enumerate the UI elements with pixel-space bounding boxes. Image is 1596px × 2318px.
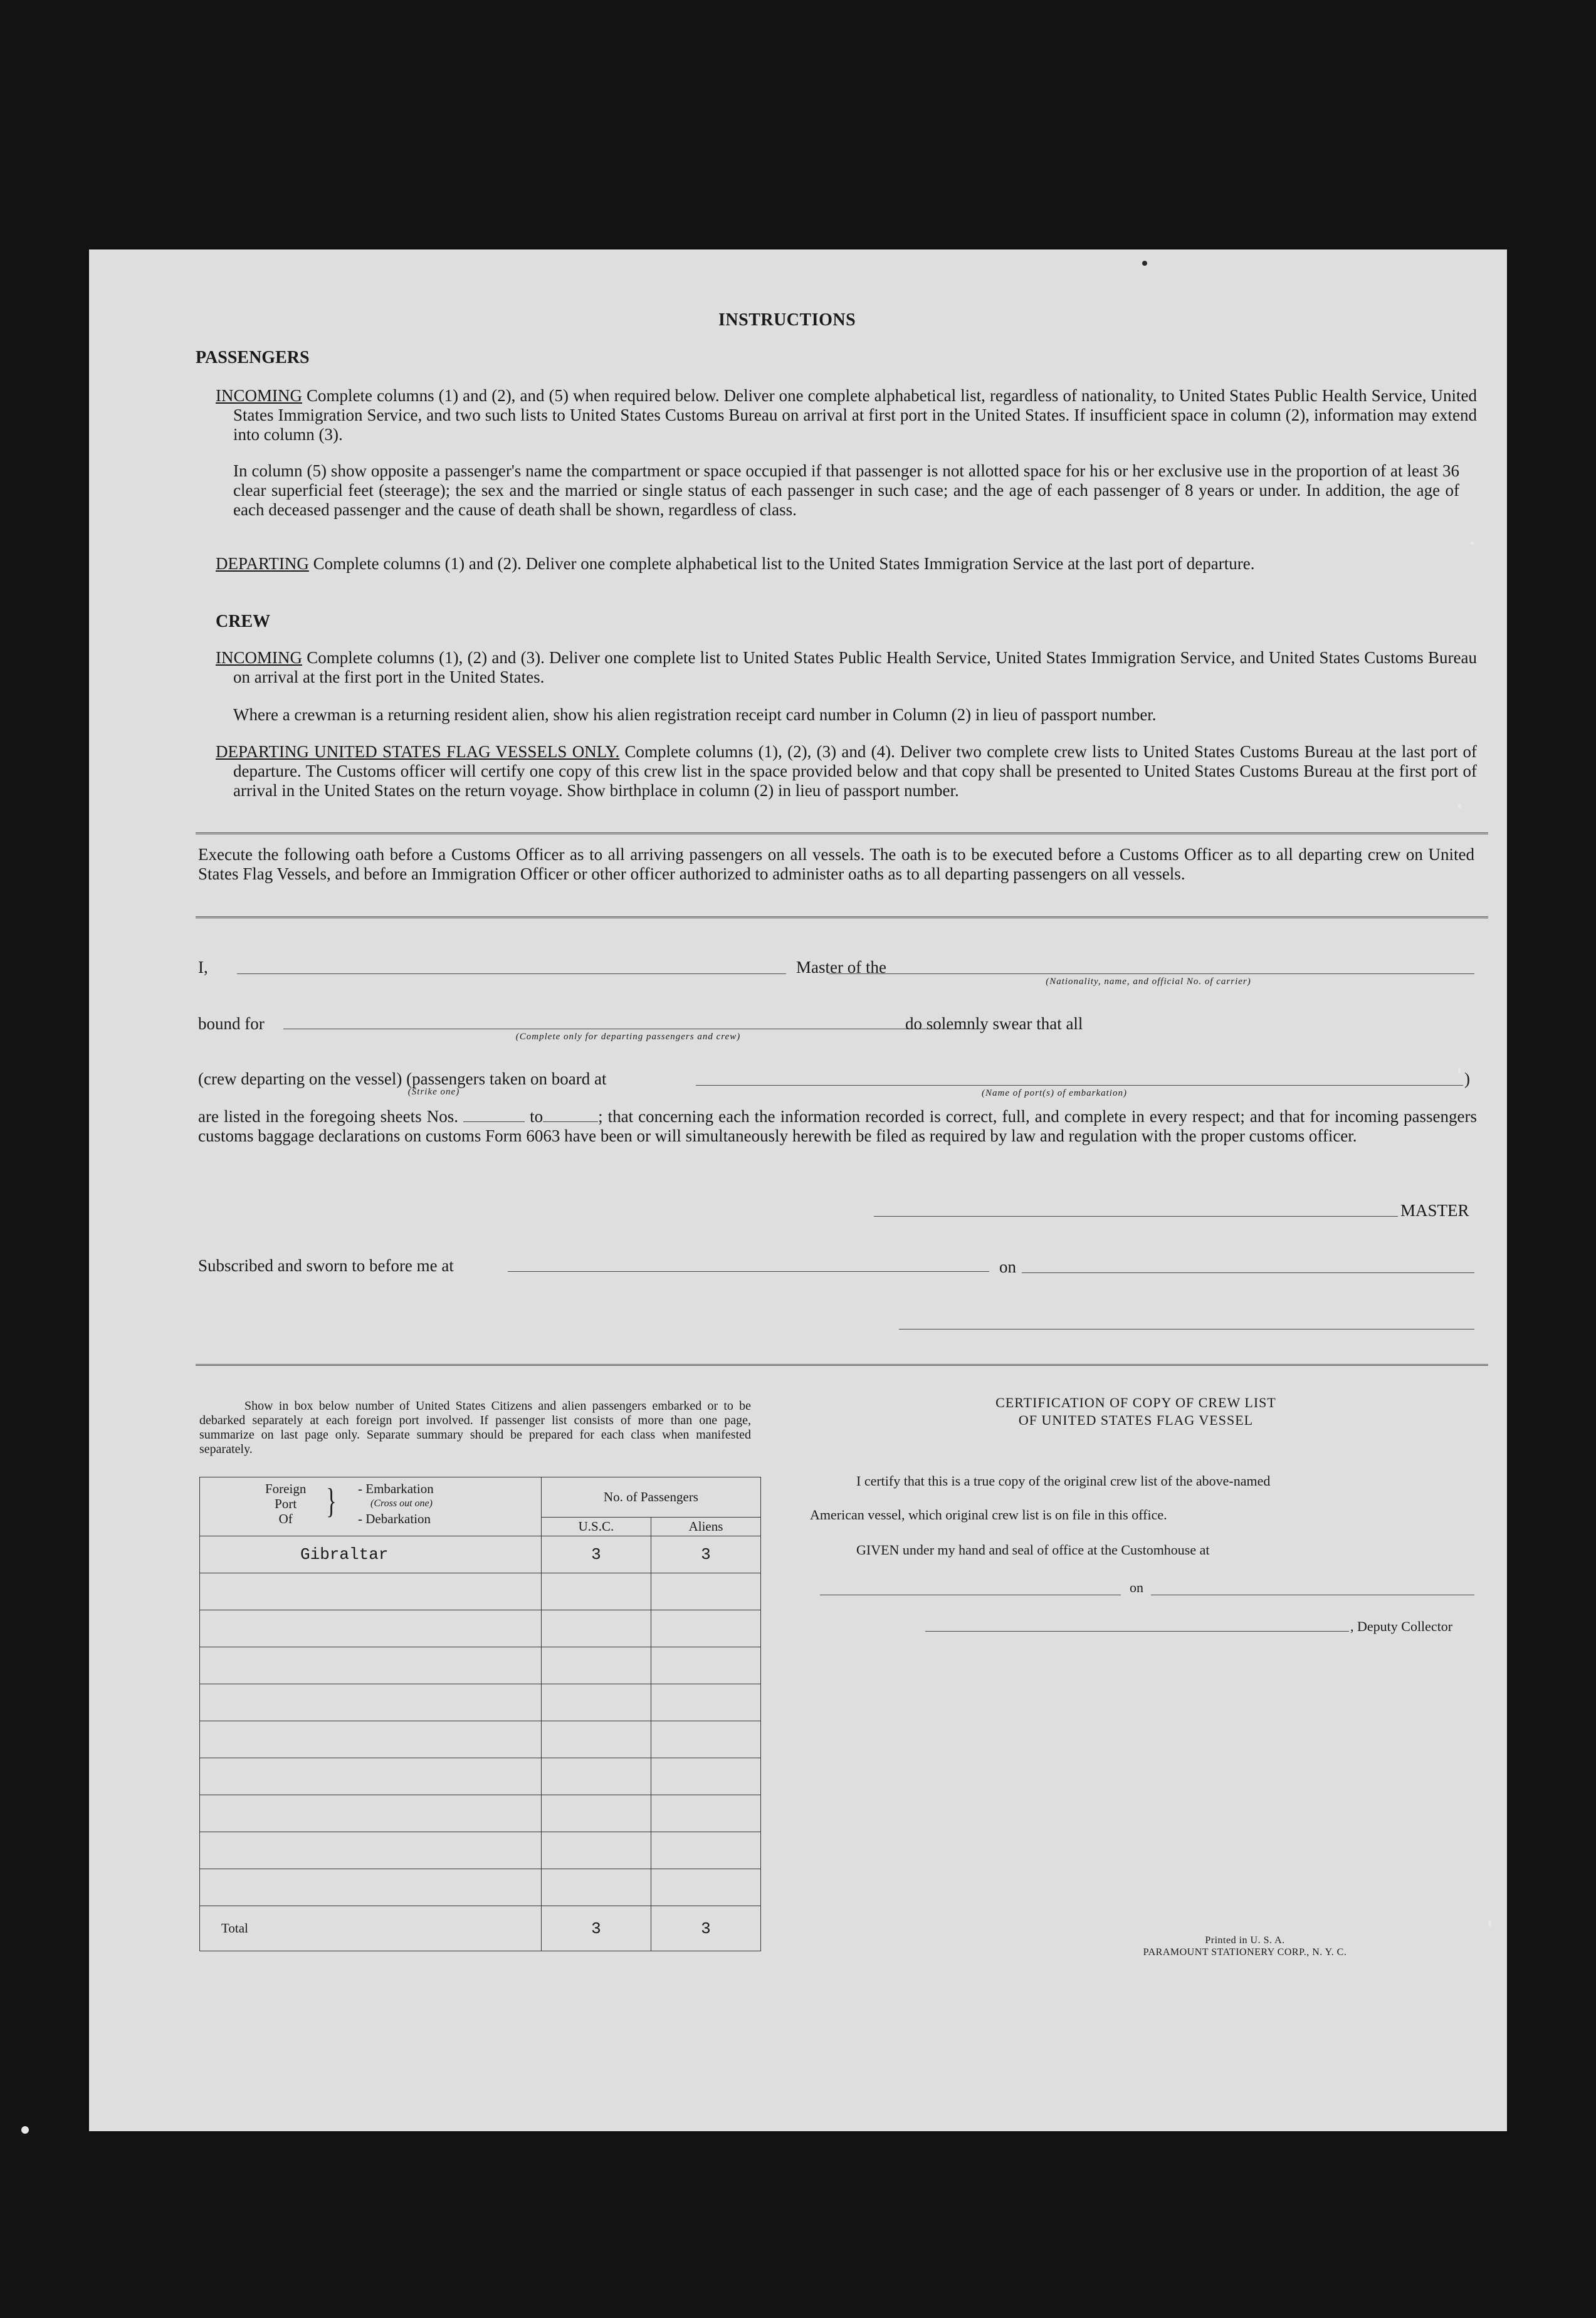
certification-heading-line-2: OF UNITED STATES FLAG VESSEL: [1018, 1412, 1254, 1428]
passengers-departing-text: Complete columns (1) and (2). Deliver one complete alphabetical list to the United States Immigration Service at the last port of departure.: [308, 554, 1255, 573]
aliens-cell[interactable]: [651, 1573, 760, 1610]
scan-speck: [1142, 261, 1147, 266]
crew-departing-text: Complete columns (1), (2), (3) and (4). Deliver two complete crew lists to United States Customs Bureau at the last port of departure. The Customs officer will certify one copy of this crew list in the space provided below and that copy shall be presented to United States Customs Bureau at the first port of arrival in the United States on the return voyage. Show birthplace in column (2) in lieu of passport number.: [233, 742, 1477, 800]
foreign-port-of: [265, 1481, 306, 1526]
passengers-incoming-lead: INCOMING: [216, 386, 302, 405]
usc-cell[interactable]: [541, 1573, 651, 1610]
certification-heading-line-1: CERTIFICATION OF COPY OF CREW LIST: [995, 1395, 1276, 1410]
brace-icon: }: [326, 1482, 337, 1521]
total-usc-cell[interactable]: 3: [541, 1906, 651, 1951]
crew-heading: CREW: [216, 612, 271, 631]
aliens-header: Aliens: [651, 1518, 760, 1536]
foreign-label: Foreign: [265, 1481, 307, 1496]
usc-header: U.S.C.: [541, 1518, 651, 1536]
passengers-heading: PASSENGERS: [196, 348, 310, 367]
embarkation-option[interactable]: - Embarkation: [358, 1481, 434, 1496]
divider: [196, 832, 1488, 834]
summary-note: Show in box below number of United States Citizens and alien passengers embarked or to be debarked separately at each foreign port involved. If passenger list consists of more than one page, summarize on last page only. Separate summary should be prepared for each class when manifested separately.: [199, 1399, 751, 1456]
sheet-from-field[interactable]: [463, 1121, 525, 1122]
aliens-cell[interactable]: [651, 1869, 760, 1906]
table-row: [200, 1721, 761, 1758]
table-row: [200, 1647, 761, 1684]
table-row: [200, 1684, 761, 1721]
debarkation-option[interactable]: - Debarkation: [358, 1511, 431, 1526]
aliens-cell[interactable]: [651, 1832, 760, 1869]
certify-line-3: GIVEN under my hand and seal of office at the Customhouse at: [856, 1542, 1210, 1558]
port-cell[interactable]: [200, 1721, 542, 1758]
printer-imprint: [1095, 1934, 1395, 1958]
crew-resident-paragraph: Where a crewman is a returning resident alien, show his alien registration receipt card number in Column (2) in lieu of passport number.: [233, 705, 1157, 724]
certification-heading: [898, 1394, 1374, 1429]
usc-cell[interactable]: [541, 1758, 651, 1795]
scan-speck: [21, 2126, 29, 2134]
passengers-departing-lead: DEPARTING: [216, 554, 309, 573]
port-cell[interactable]: [200, 1647, 542, 1684]
master-signature-field[interactable]: [874, 1216, 1398, 1217]
crew-incoming-lead: INCOMING: [216, 648, 302, 667]
ports-caption: (Name of port(s) of embarkation): [982, 1088, 1127, 1098]
listed-prefix: are listed in the foregoing sheets Nos.: [198, 1107, 458, 1126]
usc-cell[interactable]: [541, 1721, 651, 1758]
port-cell[interactable]: [200, 1684, 542, 1721]
oath-instruction: Execute the following oath before a Customs Officer as to all arriving passengers on all vessels. The oath is to be executed before a Customs Officer as to all departing crew on United States Flag Vessels, and before an Immigration Officer or other officer authorized to administer oaths as to all departing passengers on all vessels.: [198, 845, 1474, 883]
nationality-caption: (Nationality, name, and official No. of carrier): [1046, 977, 1251, 987]
subscribed-label: Subscribed and sworn to before me at: [198, 1256, 454, 1275]
carrier-field[interactable]: [829, 973, 1474, 974]
usc-cell[interactable]: [541, 1647, 651, 1684]
deputy-collector-field[interactable]: [925, 1631, 1349, 1632]
divider: [196, 916, 1488, 918]
port-cell[interactable]: [200, 1869, 542, 1906]
swear-text: do solemnly swear that all: [905, 1014, 1083, 1033]
sworn-on-label: on: [999, 1257, 1016, 1276]
deputy-collector-label: , Deputy Collector: [1350, 1618, 1453, 1634]
printer-line-2: PARAMOUNT STATIONERY CORP., N. Y. C.: [1143, 1947, 1347, 1958]
of-label: Of: [278, 1511, 293, 1526]
port-cell[interactable]: [200, 1573, 542, 1610]
cross-out-note: (Cross out one): [370, 1498, 433, 1509]
sheet-to-field[interactable]: [543, 1121, 598, 1122]
aliens-cell[interactable]: [651, 1684, 760, 1721]
embarkation-ports-field[interactable]: [696, 1085, 1463, 1086]
usc-cell[interactable]: [541, 1684, 651, 1721]
usc-cell[interactable]: 3: [541, 1536, 651, 1573]
certify-on-label: on: [1130, 1580, 1143, 1595]
passengers-departing-paragraph: [216, 554, 1477, 574]
table-row: [200, 1832, 761, 1869]
total-row: [200, 1906, 761, 1951]
usc-cell[interactable]: [541, 1869, 651, 1906]
listed-paragraph: [198, 1107, 1477, 1146]
crew-passengers-label: (crew departing on the vessel) (passengers taken on board at: [198, 1069, 607, 1088]
crew-incoming-paragraph: [216, 648, 1477, 687]
port-cell[interactable]: [200, 1832, 542, 1869]
sworn-date-field[interactable]: [1022, 1272, 1474, 1273]
column5-paragraph: In column (5) show opposite a passenger's name the compartment or space occupied if that passenger is not allotted space for his or her exclusive use in the proportion of at least 36 clear superficial feet (steerage); the sex and the married or single status of each passenger in such case; and the age of each passenger of 8 years or under. In addition, the age of each deceased passenger and the cause of death shall be shown, regardless of class.: [233, 461, 1459, 519]
divider: [196, 1364, 1488, 1366]
port-label: Port: [275, 1496, 297, 1511]
bound-caption: (Complete only for departing passengers and crew): [515, 1032, 741, 1042]
certify-line-1: I certify that this is a true copy of the original crew list of the above-named: [856, 1473, 1271, 1489]
printer-line-1: Printed in U. S. A.: [1205, 1935, 1285, 1946]
crew-departing-lead: DEPARTING UNITED STATES FLAG VESSELS ONLY.: [216, 742, 620, 761]
crew-departing-paragraph: [216, 742, 1477, 800]
port-header-cell: [200, 1477, 542, 1536]
master-label: MASTER: [1400, 1201, 1469, 1220]
listed-suffix: ; that concerning each the information recorded is correct, full, and complete in every respect; and that for incoming passengers customs baggage declarations on customs Form 6063 have been or will simultaneously herewith be filed as required by law and regulation with the proper customs officer.: [198, 1107, 1478, 1145]
scan-speck: [1458, 804, 1461, 809]
master-name-field[interactable]: [237, 973, 786, 974]
scan-speck: [1458, 1068, 1461, 1073]
passengers-incoming-paragraph: [216, 386, 1477, 444]
certify-line-2: American vessel, which original crew list is on file in this office.: [810, 1507, 1167, 1523]
table-row: [200, 1758, 761, 1795]
total-aliens-cell[interactable]: 3: [651, 1906, 760, 1951]
port-cell[interactable]: [200, 1610, 542, 1647]
no-of-passengers-header: No. of Passengers: [541, 1477, 760, 1518]
port-cell[interactable]: [200, 1795, 542, 1832]
sworn-place-field[interactable]: [508, 1271, 989, 1272]
oath-i-label: I,: [198, 958, 208, 977]
scan-speck: [1471, 542, 1474, 545]
aliens-cell[interactable]: [651, 1647, 760, 1684]
strike-caption: (Strike one): [407, 1087, 460, 1097]
master-of-label: Master of the: [796, 958, 886, 977]
port-summary-table: [199, 1477, 761, 1951]
scan-speck: [1488, 1921, 1491, 1927]
form-sheet: [89, 249, 1507, 2131]
total-label: Total: [200, 1906, 542, 1951]
embark-options: [358, 1481, 434, 1526]
usc-cell[interactable]: [541, 1832, 651, 1869]
aliens-cell[interactable]: [651, 1758, 760, 1795]
aliens-cell[interactable]: [651, 1721, 760, 1758]
usc-cell[interactable]: [541, 1795, 651, 1832]
to-label: to: [530, 1107, 543, 1126]
table-row: [200, 1536, 761, 1573]
crew-incoming-text: Complete columns (1), (2) and (3). Deliver one complete list to United States Public Health Service, United States Immigration Service, and United States Customs Bureau on arrival at the first port in the United States.: [233, 648, 1477, 686]
table-row: [200, 1795, 761, 1832]
aliens-cell[interactable]: [651, 1610, 760, 1647]
aliens-cell[interactable]: 3: [651, 1536, 760, 1573]
usc-cell[interactable]: [541, 1610, 651, 1647]
port-cell[interactable]: Gibraltar: [200, 1536, 542, 1573]
table-row: [200, 1573, 761, 1610]
port-cell[interactable]: [200, 1758, 542, 1795]
table-row: [200, 1610, 761, 1647]
close-paren: ): [1464, 1069, 1470, 1088]
passengers-incoming-text: Complete columns (1) and (2), and (5) when required below. Deliver one complete alphabetical list, regardless of nationality, to United States Public Health Service, United States Immigration Service, and two such lists to United States Customs Bureau on arrival at first port in the United States. If insufficient space in column (2), information may extend into column (3).: [233, 386, 1477, 444]
table-row: [200, 1869, 761, 1906]
aliens-cell[interactable]: [651, 1795, 760, 1832]
bound-for-label: bound for: [198, 1014, 265, 1033]
instructions-title: INSTRUCTIONS: [718, 310, 856, 330]
